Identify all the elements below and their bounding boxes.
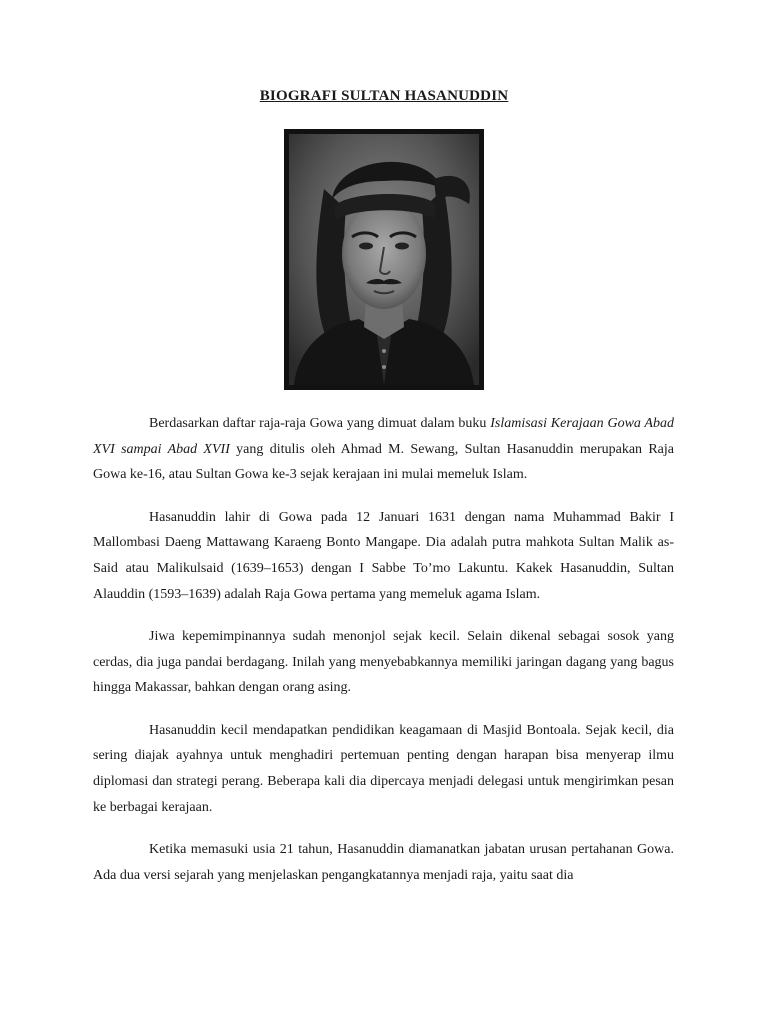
- paragraph-2: Hasanuddin lahir di Gowa pada 12 Januari 1631 dengan nama Muhammad Bakir I Mallombasi Daeng Mattawang Karaeng Bonto Mangape. Dia adalah putra mahkota Sultan Malik as-Said atau Malikulsaid (1639–1653) dengan I Sabbe To’mo Lakuntu. Kakek Hasanuddin, Sultan Alauddin (1593–1639) adalah Raja Gowa pertama yang memeluk agama Islam.: [93, 509, 674, 602]
- portrait-image: [284, 129, 484, 390]
- document-title: BIOGRAFI SULTAN HASANUDDIN: [259, 88, 509, 104]
- portrait-icon: [284, 129, 484, 390]
- paragraph-5: Ketika memasuki usia 21 tahun, Hasanuddin diamanatkan jabatan urusan pertahanan Gowa. Ada dua versi sejarah yang menjelaskan pengangkatannya menjadi raja, yaitu saat dia: [93, 841, 674, 883]
- paragraph-4: Hasanuddin kecil mendapatkan pendidikan keagamaan di Masjid Bontoala. Sejak kecil, dia sering diajak ayahnya untuk menghadiri pertemuan penting dengan harapan bisa menyerap ilmu diplomasi dan strategi perang. Beberapa kali dia dipercaya menjadi delegasi untuk mengirimkan pesan ke berbagai kerajaan.: [93, 722, 674, 815]
- book-title: Islamisasi Kerajaan Gowa Abad XVI sampai Abad XVII: [93, 416, 674, 457]
- paragraph-3: Jiwa kepemimpinannya sudah menonjol sejak kecil. Selain dikenal sebagai sosok yang cerdas, dia juga pandai berdagang. Inilah yang menyebabkannya memiliki jaringan dagang yang bagus hingga Makassar, bahkan dengan orang asing.: [93, 628, 674, 696]
- paragraph-1-after: yang ditulis oleh Ahmad M. Sewang, Sultan Hasanuddin merupakan Raja Gowa ke-16, atau Sultan Gowa ke-3 sejak kerajaan ini mulai memeluk Islam.: [93, 441, 674, 483]
- document-body: [93, 411, 674, 905]
- paragraph-1-before: Berdasarkan daftar raja-raja Gowa yang dimuat dalam buku: [149, 416, 491, 431]
- paragraph-1: [93, 411, 674, 488]
